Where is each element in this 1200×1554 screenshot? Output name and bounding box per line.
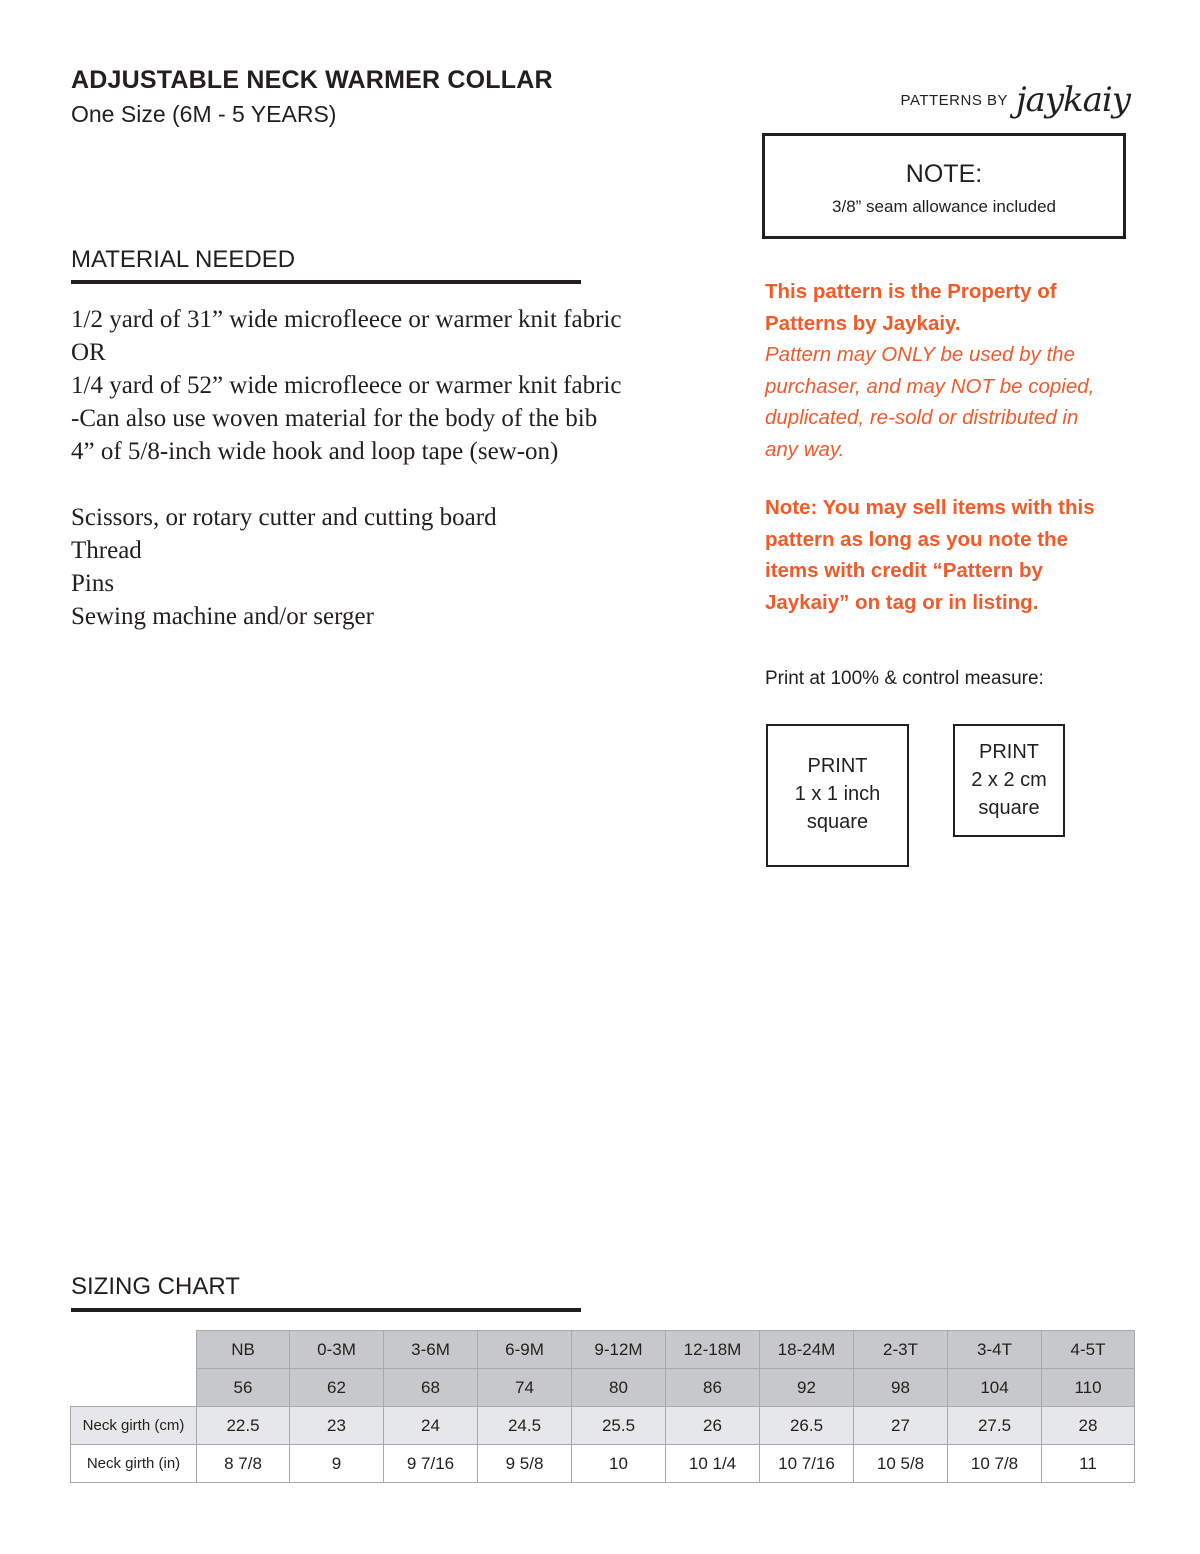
supply-line: Sewing machine and/or serger bbox=[71, 603, 374, 630]
table-cell: 26 bbox=[666, 1407, 760, 1445]
size-row bbox=[71, 1331, 1135, 1369]
table-cell: 24.5 bbox=[478, 1407, 572, 1445]
control-square-inch bbox=[766, 724, 909, 867]
sizing-table bbox=[70, 1330, 1135, 1483]
brand-label: PATTERNS BY bbox=[900, 91, 1009, 109]
table-cell: 26.5 bbox=[760, 1407, 854, 1445]
table-row bbox=[71, 1445, 1135, 1483]
materials-divider bbox=[71, 280, 581, 284]
material-line: 1/4 yard of 52” wide microfleece or warmer knit fabric bbox=[71, 372, 622, 399]
table-cell: 9 bbox=[290, 1445, 384, 1483]
table-cell: 8 7/8 bbox=[197, 1445, 290, 1483]
sizing-divider bbox=[71, 1308, 581, 1312]
note-text: 3/8” seam allowance included bbox=[832, 197, 1056, 216]
square-text: square bbox=[806, 811, 869, 833]
supply-line: Scissors, or rotary cutter and cutting board bbox=[71, 504, 497, 531]
table-cell: 23 bbox=[290, 1407, 384, 1445]
table-cell: 11 bbox=[1042, 1445, 1135, 1483]
property-restriction: Pattern may ONLY be used by the bbox=[765, 343, 1075, 366]
size-cell: 3-4T bbox=[948, 1331, 1042, 1369]
corner-cell bbox=[71, 1369, 197, 1407]
table-cell: 22.5 bbox=[197, 1407, 290, 1445]
size-cell: 2-3T bbox=[854, 1331, 948, 1369]
table-cell: 10 7/16 bbox=[760, 1445, 854, 1483]
table-row bbox=[71, 1407, 1135, 1445]
property-line: Patterns by Jaykaiy. bbox=[765, 311, 961, 335]
supply-line: Thread bbox=[71, 537, 142, 564]
property-line: This pattern is the Property of bbox=[765, 280, 1057, 303]
material-line: 1/2 yard of 31” wide microfleece or warmer knit fabric bbox=[71, 306, 622, 333]
height-cell: 56 bbox=[197, 1369, 290, 1407]
height-cell: 86 bbox=[666, 1369, 760, 1407]
brand-logo bbox=[901, 80, 1130, 120]
table-cell: 10 1/4 bbox=[666, 1445, 760, 1483]
selling-note bbox=[765, 492, 1145, 618]
height-row bbox=[71, 1369, 1135, 1407]
table-cell: 24 bbox=[384, 1407, 478, 1445]
supplies-list bbox=[71, 501, 497, 633]
size-cell: 6-9M bbox=[478, 1331, 572, 1369]
square-text: PRINT bbox=[807, 755, 868, 777]
square-text: square bbox=[978, 797, 1040, 819]
selling-note-line: items with credit “Pattern by bbox=[765, 559, 1043, 582]
height-cell: 92 bbox=[760, 1369, 854, 1407]
table-cell: 27 bbox=[854, 1407, 948, 1445]
property-restriction: duplicated, re-sold or distributed in bbox=[765, 406, 1079, 429]
brand-script: jaykaiy bbox=[1016, 80, 1130, 120]
property-notice bbox=[765, 276, 1145, 465]
page-subtitle: One Size (6M - 5 YEARS) bbox=[71, 101, 337, 127]
height-cell: 98 bbox=[854, 1369, 948, 1407]
sizing-heading: SIZING CHART bbox=[71, 1273, 240, 1300]
table-cell: 28 bbox=[1042, 1407, 1135, 1445]
size-cell: 12-18M bbox=[666, 1331, 760, 1369]
height-cell: 80 bbox=[572, 1369, 666, 1407]
supply-line: Pins bbox=[71, 570, 115, 597]
selling-note-line: pattern as long as you note the bbox=[765, 527, 1068, 551]
size-cell: 9-12M bbox=[572, 1331, 666, 1369]
table-cell: 9 5/8 bbox=[478, 1445, 572, 1483]
property-restriction: any way. bbox=[765, 437, 845, 461]
size-cell: 3-6M bbox=[384, 1331, 478, 1369]
materials-heading: MATERIAL NEEDED bbox=[71, 246, 296, 273]
table-cell: 10 5/8 bbox=[854, 1445, 948, 1483]
size-cell: 0-3M bbox=[290, 1331, 384, 1369]
table-cell: 27.5 bbox=[948, 1407, 1042, 1445]
square-text: PRINT bbox=[979, 741, 1039, 763]
height-cell: 68 bbox=[384, 1369, 478, 1407]
material-line: 4” of 5/8-inch wide hook and loop tape (sew-on) bbox=[71, 438, 559, 465]
row-label: Neck girth (in) bbox=[71, 1445, 197, 1483]
material-line: OR bbox=[71, 339, 106, 366]
size-cell: NB bbox=[197, 1331, 290, 1369]
seam-note-box bbox=[762, 133, 1126, 239]
size-cell: 4-5T bbox=[1042, 1331, 1135, 1369]
table-cell: 10 7/8 bbox=[948, 1445, 1042, 1483]
material-line: -Can also use woven material for the body of the bib bbox=[71, 405, 598, 432]
size-cell: 18-24M bbox=[760, 1331, 854, 1369]
corner-cell bbox=[71, 1331, 197, 1369]
table-cell: 9 7/16 bbox=[384, 1445, 478, 1483]
table-cell: 25.5 bbox=[572, 1407, 666, 1445]
height-cell: 74 bbox=[478, 1369, 572, 1407]
selling-note-line: Note: You may sell items with this bbox=[765, 496, 1095, 519]
note-title: NOTE: bbox=[905, 160, 983, 188]
row-label: Neck girth (cm) bbox=[71, 1407, 197, 1445]
height-cell: 62 bbox=[290, 1369, 384, 1407]
materials-list bbox=[71, 303, 621, 468]
property-restriction: purchaser, and may NOT be copied, bbox=[765, 374, 1095, 398]
control-square-cm bbox=[953, 724, 1065, 837]
square-text: 1 x 1 inch bbox=[794, 783, 881, 805]
height-cell: 104 bbox=[948, 1369, 1042, 1407]
height-cell: 110 bbox=[1042, 1369, 1135, 1407]
page-title: ADJUSTABLE NECK WARMER COLLAR bbox=[71, 66, 553, 94]
table-cell: 10 bbox=[572, 1445, 666, 1483]
print-instruction: Print at 100% & control measure: bbox=[765, 668, 1044, 689]
selling-note-line: Jaykaiy” on tag or in listing. bbox=[765, 590, 1039, 614]
square-text: 2 x 2 cm bbox=[971, 769, 1047, 791]
